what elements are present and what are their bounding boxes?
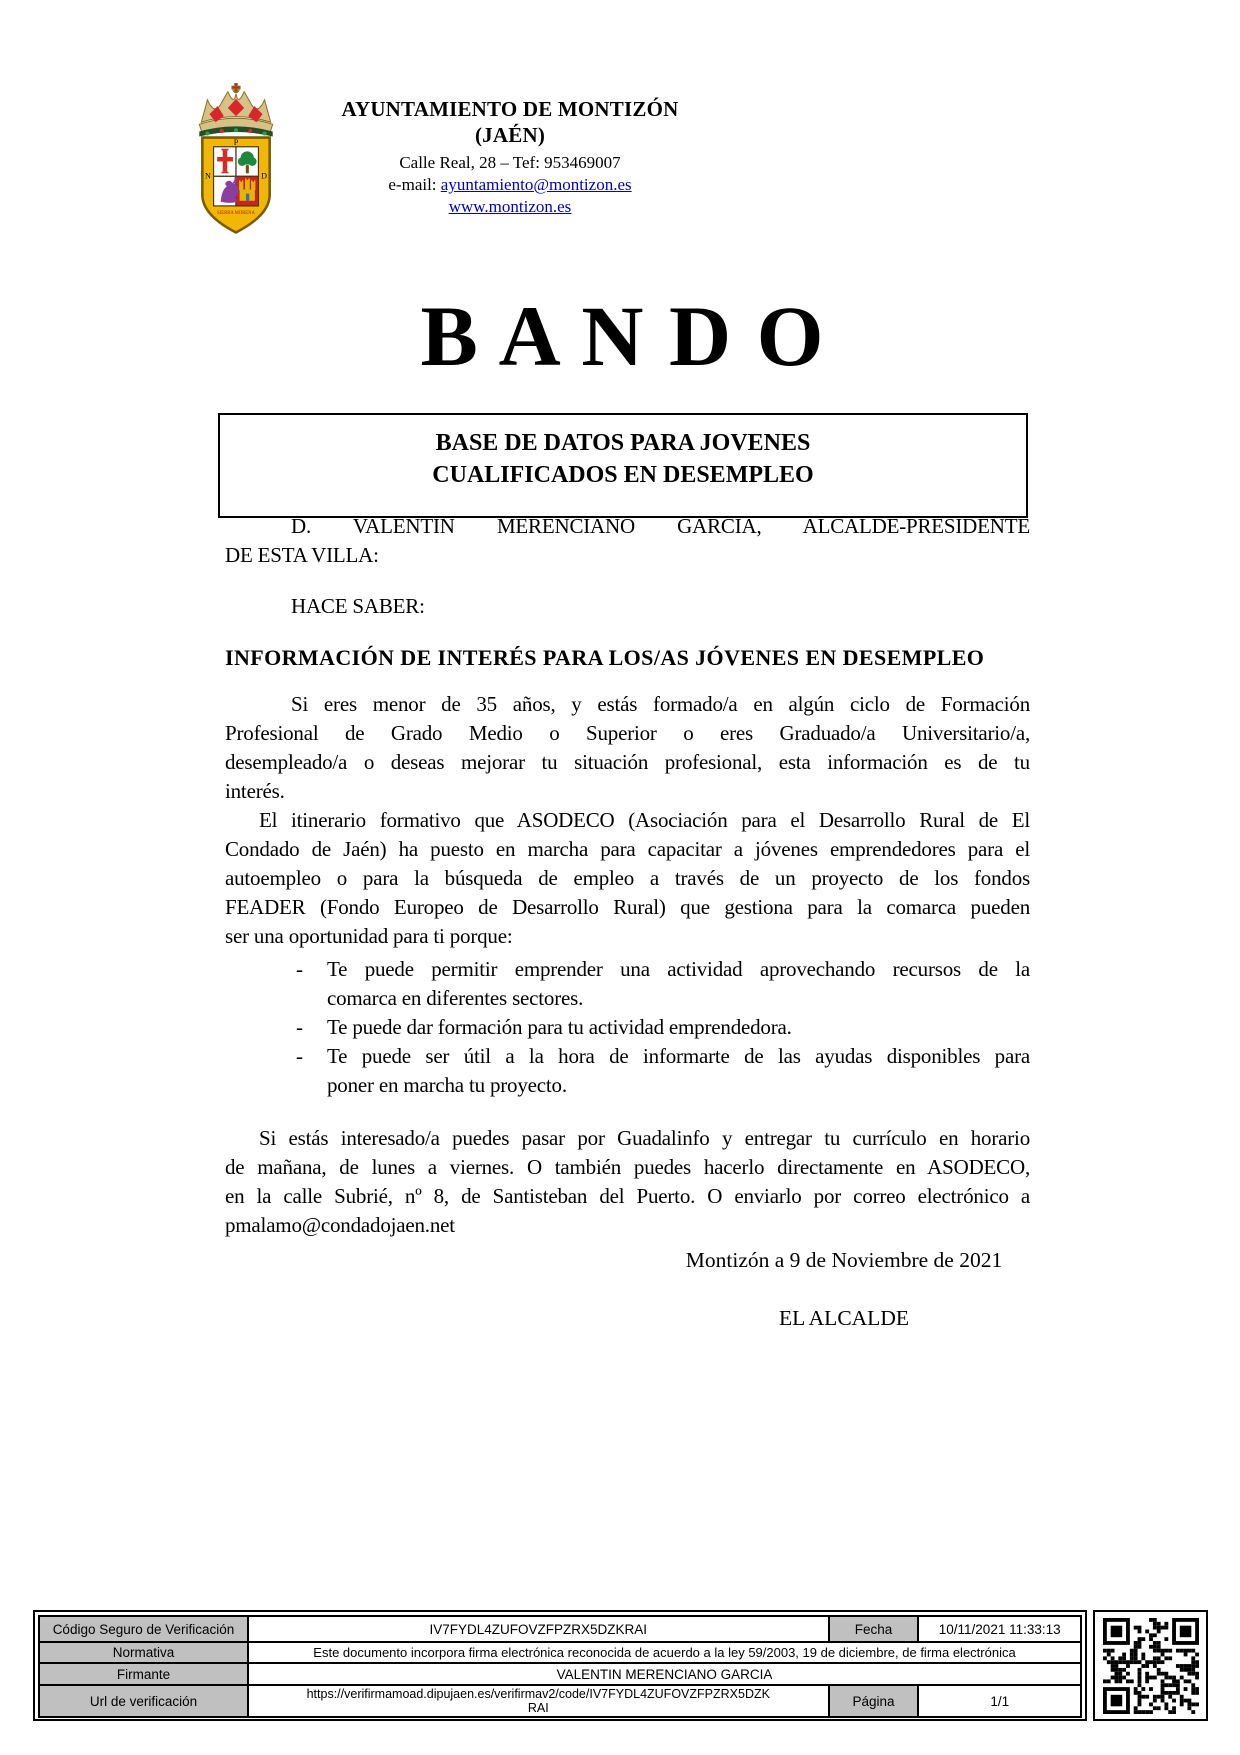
paragraph-line: Si eres menor de 35 años, y estás formado/a en algún ciclo de Formación [291,692,1030,716]
bullet-line: comarca en diferentes sectores. [327,986,584,1010]
email-label: e-mail: [388,175,441,194]
pagina-label: Página [829,1685,919,1717]
qr-code [1093,1610,1208,1721]
org-address: Calle Real, 28 – Tef: 953469007 [399,153,621,172]
bullet-line: Te puede ser útil a la hora de informarte de las ayudas disponibles para [327,1044,1030,1068]
firmante-value: VALENTIN MERENCIANO GARCIA [248,1663,1081,1685]
bullet-dash: - [296,957,303,981]
bullet-dash: - [296,1015,303,1039]
pagina-value: 1/1 [918,1685,1081,1717]
paragraph-line: interés. [225,779,285,803]
org-province: (JAÉN) [474,123,546,147]
website-link[interactable]: www.montizon.es [448,197,572,216]
normativa-label: Normativa [39,1642,248,1663]
paragraph-line: pmalamo@condadojaen.net [225,1213,455,1237]
paragraph-line: FEADER (Fondo Europeo de Desarrollo Rural) que gestiona para la comarca pueden [225,895,1030,919]
crest-letter-n: N [205,171,211,181]
paragraph-line: autoempleo o para la búsqueda de empleo a través de un proyecto de los fondos [225,866,1030,890]
list-item [225,1013,1030,1042]
email-link[interactable]: ayuntamiento@montizon.es [440,175,632,194]
paragraph-line: Condado de Jaén) ha puesto en marcha para capacitar a jóvenes emprendedores para el [225,837,1030,861]
crest-letter-p: P [233,138,239,148]
document-title: B A N D O [420,288,826,384]
org-email-line [300,174,720,196]
letterhead [300,96,720,218]
paragraph-line: en la calle Subrié, nº 8, de Santisteban del Puerto. O enviarlo por correo electrónico a [225,1184,1030,1208]
normativa-value: Este documento incorpora firma electrónica reconocida de acuerdo a la ley 59/2003, 19 de diciembre, de firma electrónica [248,1642,1081,1663]
subject-box [218,413,1028,518]
list-item [225,955,1030,1013]
date-line: Montizón a 9 de Noviembre de 2021 [685,1248,1003,1272]
fecha-value: 10/11/2021 11:33:13 [918,1616,1081,1642]
crest-banner-text: SIERRA MORENA [217,211,255,217]
url-label: Url de verificación [39,1685,248,1717]
paragraph-line: Si estás interesado/a puedes pasar por Guadalinfo y entregar tu currículo en horario [259,1126,1030,1150]
paragraph-line: DE ESTA VILLA: [225,543,379,567]
firmante-label: Firmante [39,1663,248,1685]
paragraph-line: El itinerario formativo que ASODECO (Asociación para el Desarrollo Rural de El [259,808,1030,832]
subject-line-1: BASE DE DATOS PARA JOVENES [435,430,811,456]
bullet-line: Te puede permitir emprender una actividad aprovechando recursos de la [327,957,1030,981]
signature-title: EL ALCALDE [779,1306,909,1330]
section-heading: INFORMACIÓN DE INTERÉS PARA LOS/AS JÓVENES EN DESEMPLEO [225,645,985,670]
org-name: AYUNTAMIENTO DE MONTIZÓN [341,97,679,121]
hace-saber-line: HACE SABER: [291,594,425,618]
paragraph-line: Profesional de Grado Medio o Superior o eres Graduado/a Universitario/a, [225,721,1030,745]
bullet-line: poner en marcha tu proyecto. [327,1073,567,1097]
verification-table [33,1610,1087,1721]
coat-of-arms-icon [185,83,287,235]
bullet-line: Te puede dar formación para tu actividad emprendedora. [327,1015,792,1039]
paragraph-line: de mañana, de lunes a viernes. O también puedes hacerlo directamente en ASODECO, [225,1155,1030,1179]
crest-letter-d: D [261,171,267,181]
fecha-label: Fecha [829,1616,919,1642]
bullet-dash: - [296,1044,303,1068]
paragraph-line: D. VALENTIN MERENCIANO GARCIA, ALCALDE-PRESIDENTE [291,514,1030,538]
csv-label: Código Seguro de Verificación [39,1616,248,1642]
list-item [225,1042,1030,1100]
document-body [225,512,1030,1240]
subject-line-2: CUALIFICADOS EN DESEMPLEO [432,462,814,488]
paragraph-line: desempleado/a o deseas mejorar tu situación profesional, esta información es de tu [225,750,1030,774]
paragraph-line: ser una oportunidad para ti porque: [225,924,513,948]
csv-value: IV7FYDL4ZUFOVZFPZRX5DZKRAI [248,1616,829,1642]
url-value: https://verifirmamoad.dipujaen.es/verifirmav2/code/IV7FYDL4ZUFOVZFPZRX5DZKRAI [306,1687,770,1715]
